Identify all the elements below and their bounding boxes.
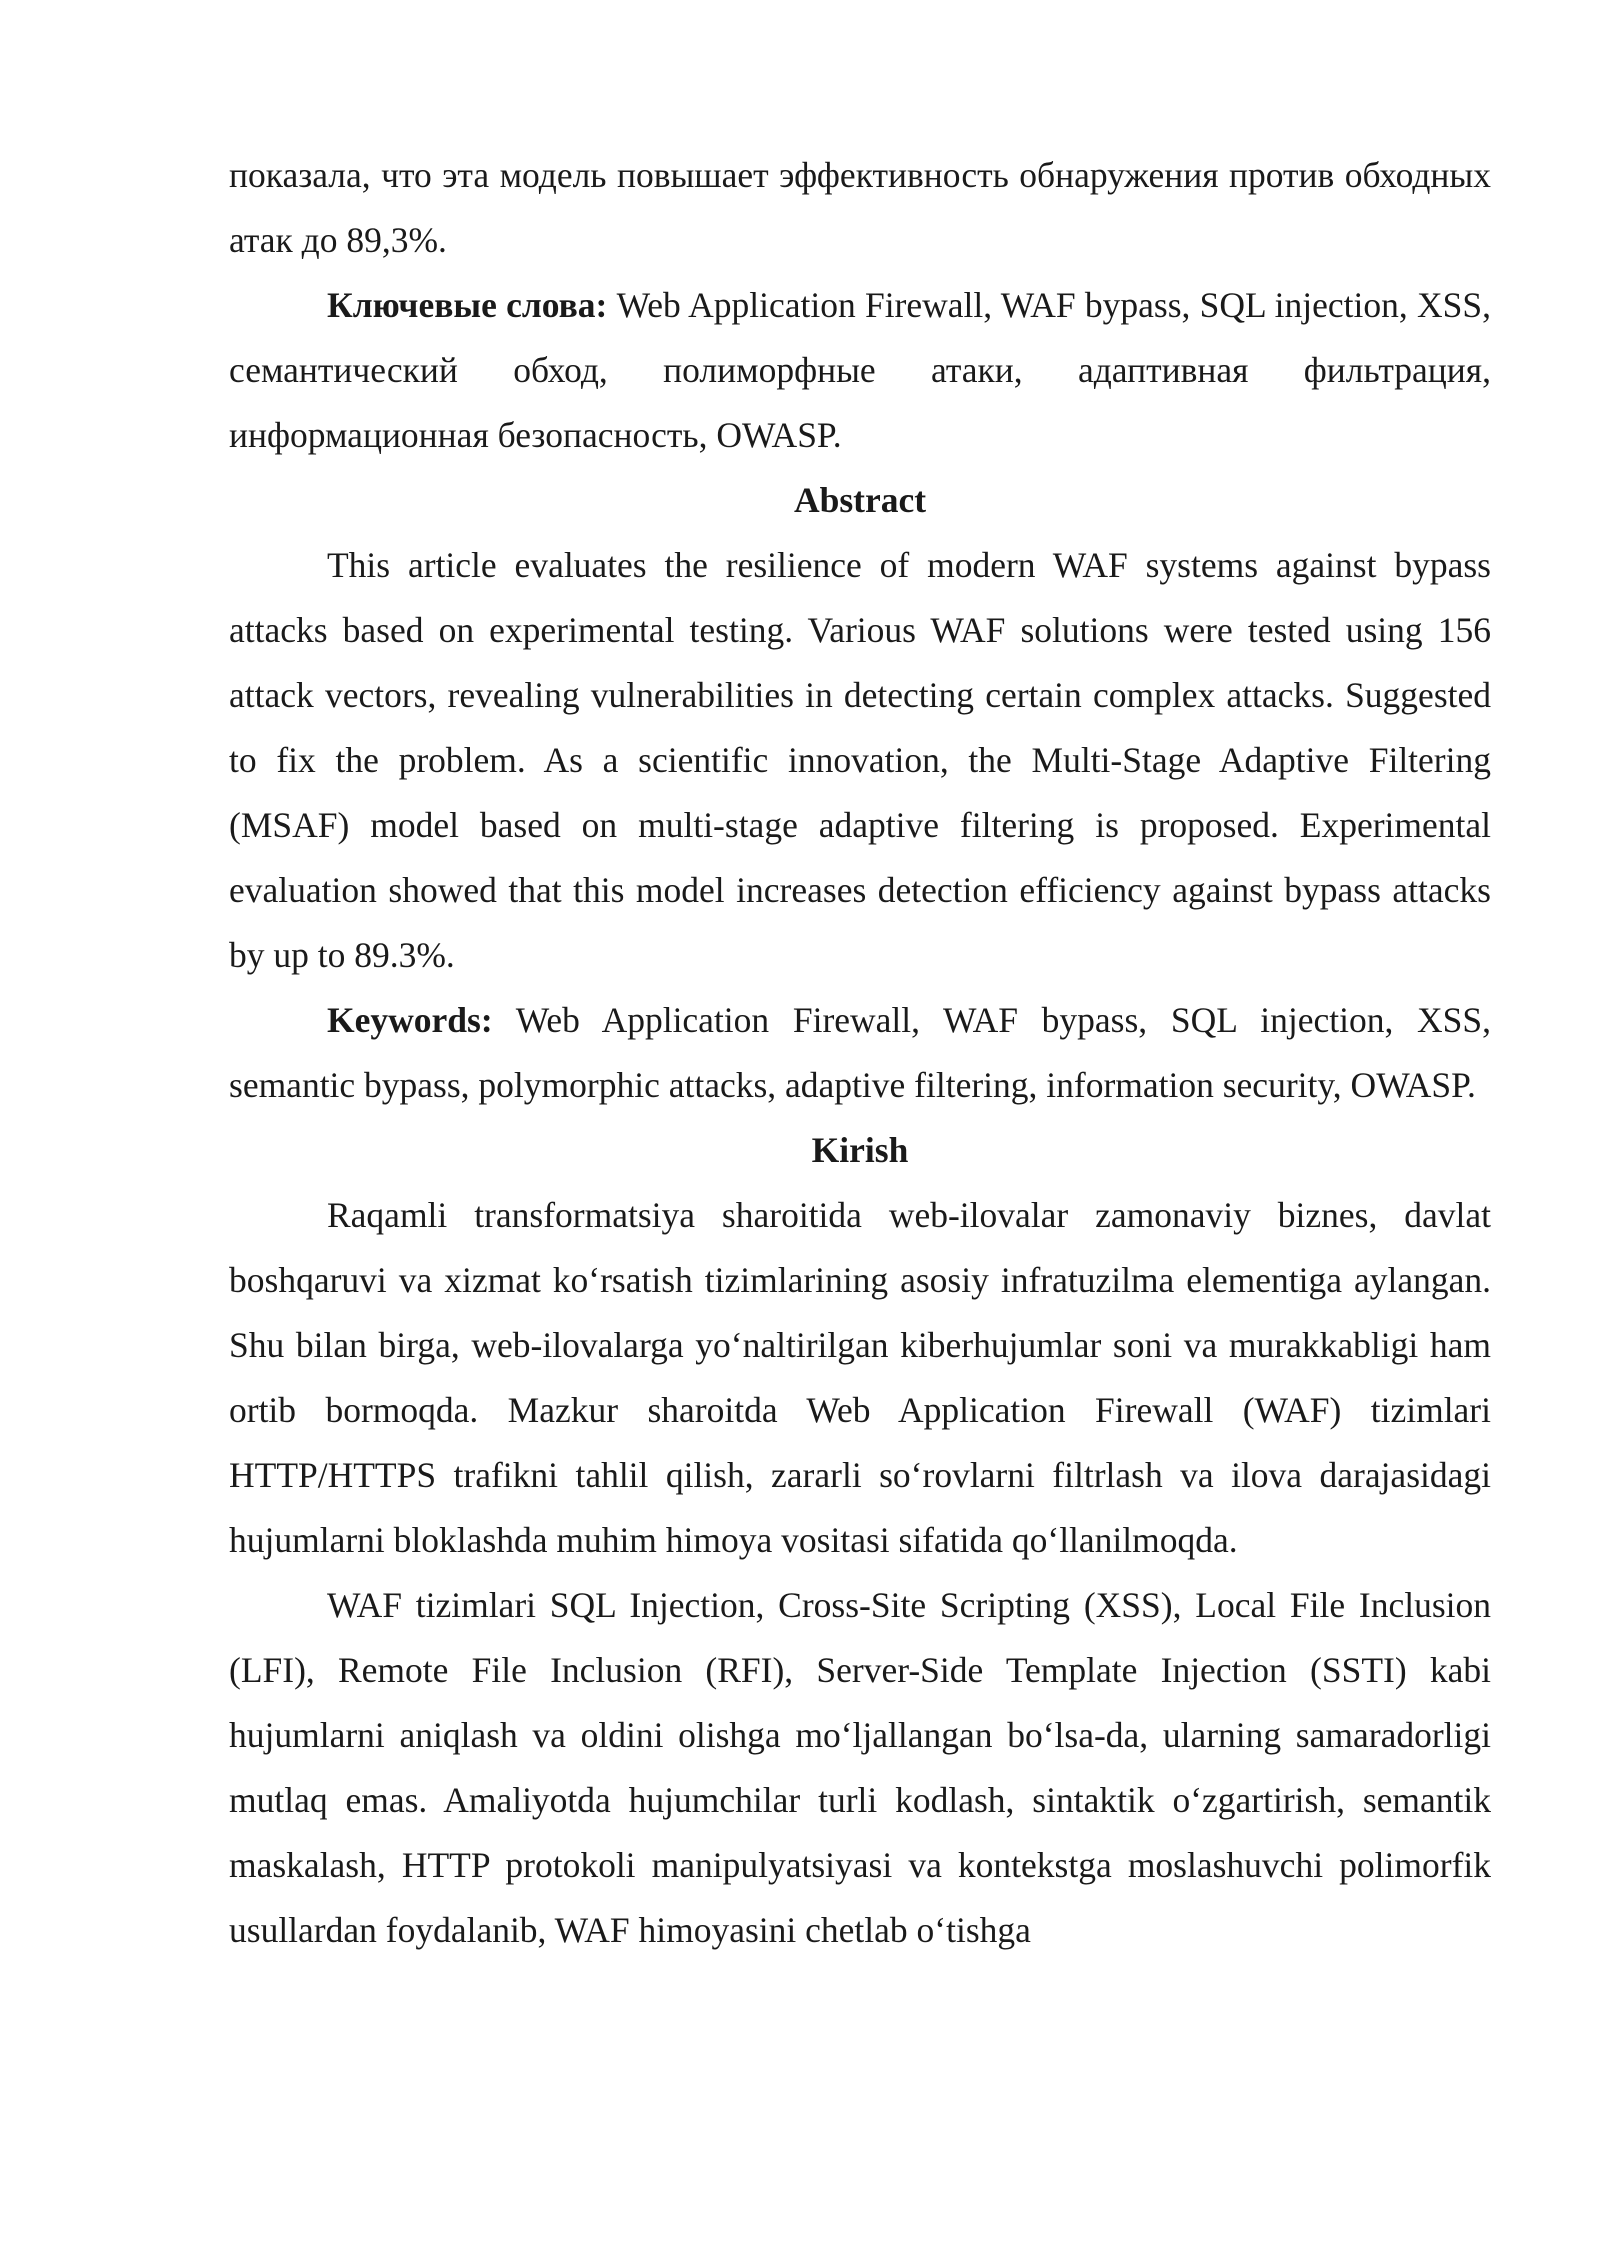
abstract-paragraph: This article evaluates the resilience of modern WAF systems against bypass attacks based on experimental testing. Various WAF solutions were tested using 156 attack vectors, revealing vulnerabilities in detecting certain complex attacks. Suggested to fix the problem. As a scientific innovation, the Multi-Stage Adaptive Filtering (MSAF) model based on multi-stage adaptive filtering is proposed. Experimental evaluation showed that this model increases detection efficiency against bypass attacks by up to 89.3%. [229, 545, 1491, 975]
document-page [229, 143, 1491, 1963]
en-keywords-text: Web Application Firewall, WAF bypass, SQL injection, XSS, semantic bypass, polymorphic attacks, adaptive filtering, information security, OWASP. [229, 1000, 1492, 1105]
intro-paragraph-1: Raqamli transformatsiya sharoitida web-ilovalar zamonaviy biznes, davlat boshqaruvi va xizmat ko‘rsatish tizimlarining asosiy infratuzilma elementiga aylangan. Shu bilan birga, web-ilovalarga yo‘naltirilgan kiberhujumlar soni va murakkabligi ham ortib bormoqda. Mazkur sharoitda Web Application Firewall (WAF) tizimlari HTTP/HTTPS trafikni tahlil qilish, zararli so‘rovlarni filtrlash va ilova darajasidagi hujumlarni bloklashda muhim himoya vositasi sifatida qo‘llanilmoqda. [229, 1195, 1491, 1560]
ru-abstract-continuation: показала, что эта модель повышает эффективность обнаружения против обходных атак до 89,3%. [229, 155, 1491, 260]
intro-heading: Kirish [811, 1130, 909, 1170]
en-keywords-paragraph [229, 988, 1491, 1118]
ru-keywords-paragraph [229, 273, 1491, 468]
en-keywords-label: Keywords: [327, 1000, 493, 1040]
intro-paragraph-2: WAF tizimlari SQL Injection, Cross-Site Scripting (XSS), Local File Inclusion (LFI), Remote File Inclusion (RFI), Server-Side Template Injection (SSTI) kabi hujumlarni aniqlash va oldini olishga mo‘ljallangan bo‘lsa-da, ularning samaradorligi mutlaq emas. Amaliyotda hujumchilar turli kodlash, sintaktik o‘zgartirish, semantik maskalash, HTTP protokoli manipulyatsiyasi va kontekstga moslashuvchi polimorfik usullardan foydalanib, WAF himoyasini chetlab o‘tishga [229, 1585, 1491, 1950]
abstract-heading: Abstract [793, 480, 927, 520]
ru-keywords-label: Ключевые слова: [327, 285, 608, 325]
ru-keywords-text: Web Application Firewall, WAF bypass, SQL injection, XSS, семантический обход, полиморфные атаки, адаптивная фильтрация, информационная безопасность, OWASP. [229, 285, 1492, 455]
